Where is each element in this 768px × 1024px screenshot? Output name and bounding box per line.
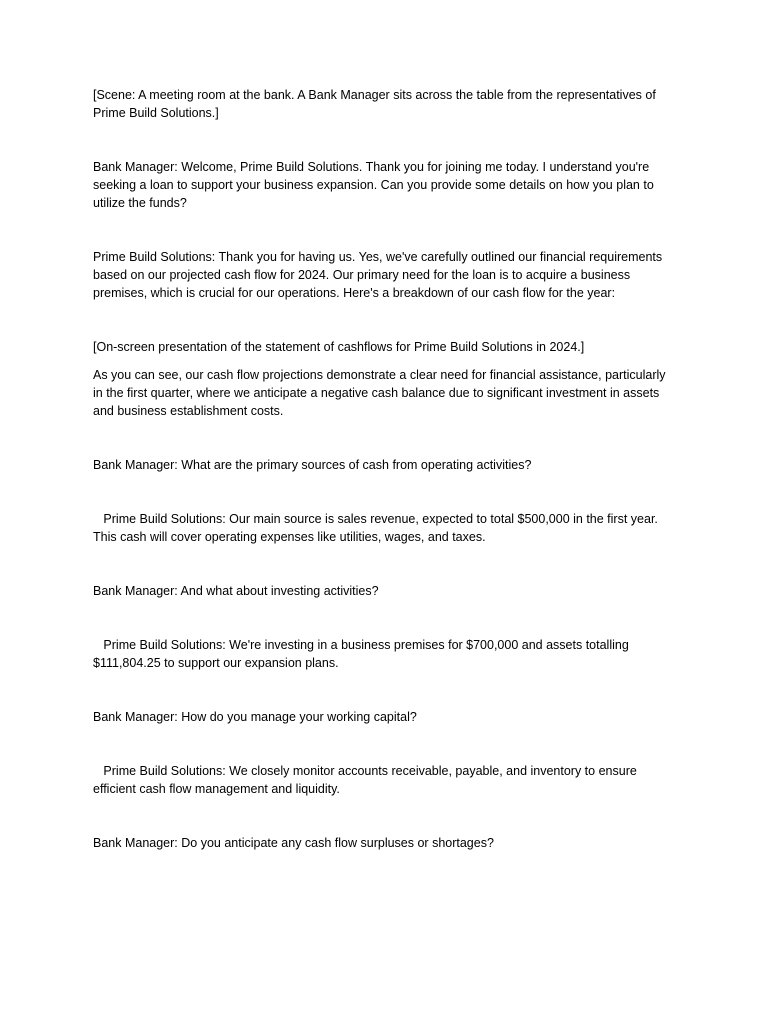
bank-manager-line: Bank Manager: Do you anticipate any cash flow surpluses or shortages? <box>93 836 494 850</box>
prime-build-line: Prime Build Solutions: Our main source is sales revenue, expected to total $500,000 in the first year. This cash will cover operating expenses like utilities, wages, and taxes. <box>93 512 662 544</box>
bank-manager-line: Bank Manager: How do you manage your working capital? <box>93 710 417 724</box>
bank-manager-line: Bank Manager: Welcome, Prime Build Solutions. Thank you for joining me today. I understand you're seeking a loan to support your business expansion. Can you provide some details on how you plan to utilize the funds? <box>93 160 658 210</box>
prime-build-line: Prime Build Solutions: We closely monitor accounts receivable, payable, and inventory to ensure efficient cash flow management and liquidity. <box>93 764 641 796</box>
bank-manager-line: Bank Manager: And what about investing activities? <box>93 584 379 598</box>
prime-build-line: Prime Build Solutions: We're investing in a business premises for $700,000 and assets totalling $111,804.25 to support our expansion plans. <box>93 638 633 670</box>
presentation-note: [On-screen presentation of the statement of cashflows for Prime Build Solutions in 2024.] <box>93 340 585 354</box>
scene-description: [Scene: A meeting room at the bank. A Bank Manager sits across the table from the representatives of Prime Build Solutions.] <box>93 88 660 120</box>
prime-build-line: Prime Build Solutions: Thank you for having us. Yes, we've carefully outlined our financial requirements based on our projected cash flow for 2024. Our primary need for the loan is to acquire a business premises, which is crucial for our operations. Here's a breakdown of our cash flow for the year: <box>93 250 666 300</box>
bank-manager-line: Bank Manager: What are the primary sources of cash from operating activities? <box>93 458 532 472</box>
prime-build-line: As you can see, our cash flow projections demonstrate a clear need for financial assistance, particularly in the first quarter, where we anticipate a negative cash balance due to significant investment in assets and business establishment costs. <box>93 368 670 418</box>
